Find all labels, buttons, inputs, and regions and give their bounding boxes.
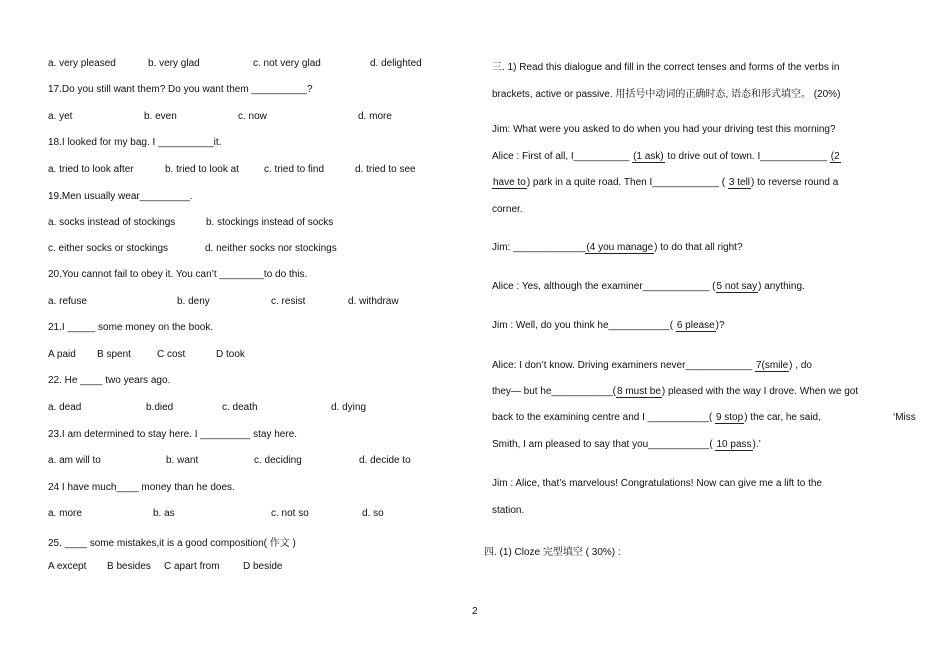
dialogue-line-4: corner.: [492, 204, 523, 215]
text: ).’: [752, 439, 761, 450]
option-a: a. more: [48, 508, 82, 519]
option-b: b. even: [144, 111, 177, 122]
option-c: c. deciding: [254, 455, 302, 466]
option-c: c. resist: [271, 296, 306, 307]
text: Smith, I am pleased to say that you___________(: [492, 439, 716, 450]
option-d: d. dying: [331, 402, 367, 413]
question-25: 25. ____ some mistakes,it is a good composition( 作文 ): [48, 538, 296, 549]
verb-hint-7: 7(smile: [755, 360, 789, 371]
verb-hint-5: 5 not say: [716, 281, 758, 292]
question-18: 18.I looked for my bag. I __________it.: [48, 137, 222, 148]
option-d: D beside: [243, 561, 283, 572]
option-d: d. decide to: [359, 455, 411, 466]
option-a: a. very pleased: [48, 58, 116, 69]
dialogue-line-8: [492, 360, 812, 371]
verb-hint-4: (4 you manage: [586, 242, 654, 253]
option-a: a. yet: [48, 111, 73, 122]
option-a: a. socks instead of stockings: [48, 217, 176, 228]
option-b: B besides: [107, 561, 151, 572]
section-3-heading: 三. 1) Read this dialogue and fill in the correct tenses and forms of the verbs in: [492, 62, 840, 73]
option-c: c. death: [222, 402, 258, 413]
text: to drive out of town. I____________: [664, 151, 830, 162]
option-d: D took: [216, 349, 245, 360]
option-d: d. delighted: [370, 58, 422, 69]
verb-hint-10: 10 pass: [716, 439, 752, 450]
text: ) to reverse round a: [751, 177, 839, 188]
verb-hint-8: 8 must be: [617, 386, 661, 397]
dialogue-line-13: station.: [492, 505, 525, 516]
question-23: 23.I am determined to stay here. I _________ stay here.: [48, 429, 298, 440]
text: Alice : First of all, I__________: [492, 151, 633, 162]
question-22: 22. He ____ two years ago.: [48, 375, 171, 386]
option-d: d. withdraw: [348, 296, 399, 307]
dialogue-line-7: [492, 320, 725, 331]
option-b: b. very glad: [148, 58, 200, 69]
dialogue-line-2: [492, 151, 841, 162]
option-b: b. want: [166, 455, 199, 466]
dialogue-line-10-end: ‘Miss: [893, 412, 916, 423]
option-a: A except: [48, 561, 87, 572]
dialogue-line-9: [492, 386, 858, 397]
option-c: c. not so: [271, 508, 309, 519]
option-c: c. tried to find: [264, 164, 325, 175]
text: ) anything.: [758, 281, 805, 292]
option-a: a. tried to look after: [48, 164, 134, 175]
text: Jim : Well, do you think he___________(: [492, 320, 676, 331]
option-b: B spent: [97, 349, 131, 360]
text: ) the car, he said,: [744, 412, 821, 423]
dialogue-line-12: Jim : Alice, that’s marvelous! Congratulations! Now can give me a lift to the: [492, 478, 822, 489]
question-21: 21.I _____ some money on the book.: [48, 322, 214, 333]
option-b: b.died: [146, 402, 174, 413]
text: ) park in a quite road. Then I____________ (: [526, 177, 728, 188]
option-b: b. deny: [177, 296, 210, 307]
option-a: a. refuse: [48, 296, 87, 307]
verb-hint-6: 6 please: [676, 320, 715, 331]
option-a: a. am will to: [48, 455, 101, 466]
page-number: 2: [472, 606, 478, 617]
dialogue-line-10: [492, 412, 821, 423]
dialogue-line-5: [492, 242, 743, 253]
text: Jim: _____________: [492, 242, 586, 253]
verb-hint-2: (2: [830, 151, 840, 162]
text: back to the examining centre and I ___________(: [492, 412, 715, 423]
text: Alice: I don’t know. Driving examiners never____________: [492, 360, 755, 371]
text: ) , do: [789, 360, 812, 371]
dialogue-line-6: [492, 281, 805, 292]
verb-hint-9: 9 stop: [715, 412, 744, 423]
verb-hint-1: (1 ask): [633, 151, 664, 162]
dialogue-line-3: [492, 177, 838, 188]
option-d: d. neither socks nor stockings: [205, 243, 337, 254]
option-a: A paid: [48, 349, 76, 360]
dialogue-line-1: Jim: What were you asked to do when you had your driving test this morning?: [492, 124, 836, 135]
question-19: 19.Men usually wear_________.: [48, 191, 193, 202]
text: ) pleased with the way I drove. When we got: [661, 386, 859, 397]
text: )?: [715, 320, 725, 331]
text: ) to do that all right?: [654, 242, 743, 253]
option-d: d. so: [362, 508, 384, 519]
question-20: 20.You cannot fail to obey it. You can’t ________to do this.: [48, 269, 308, 280]
option-b: b. stockings instead of socks: [206, 217, 334, 228]
text: they— but he___________(: [492, 386, 616, 397]
question-24: 24 I have much____ money than he does.: [48, 482, 235, 493]
option-d: d. tried to see: [355, 164, 416, 175]
option-c: c. now: [238, 111, 267, 122]
verb-hint-3: 3 tell: [728, 177, 751, 188]
option-b: b. as: [153, 508, 175, 519]
text: Alice : Yes, although the examiner____________ (: [492, 281, 716, 292]
question-17: 17.Do you still want them? Do you want them __________?: [48, 84, 313, 95]
section-3-instructions: brackets, active or passive. 用括号中动词的正确时态, 语态和形式填空。 (20%): [492, 89, 841, 100]
verb-hint-2-cont: have to: [493, 177, 526, 188]
option-c: c. either socks or stockings: [48, 243, 169, 254]
section-4-heading: 四. (1) Cloze 完型填空 ( 30%) :: [484, 547, 621, 558]
option-d: d. more: [358, 111, 392, 122]
option-a: a. dead: [48, 402, 82, 413]
option-c: C cost: [157, 349, 186, 360]
option-c: C apart from: [164, 561, 220, 572]
option-b: b. tried to look at: [165, 164, 239, 175]
option-c: c. not very glad: [253, 58, 321, 69]
dialogue-line-11: [492, 439, 761, 450]
